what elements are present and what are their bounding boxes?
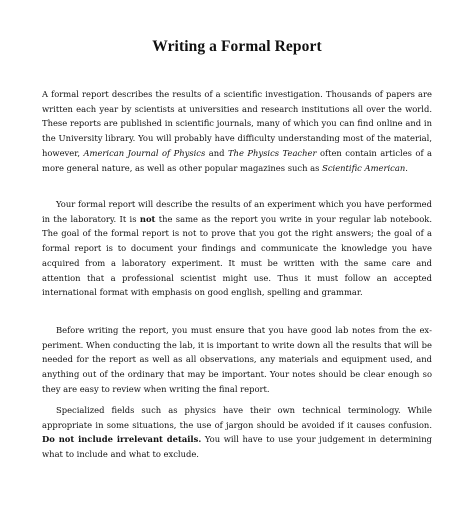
journal-name: The Physics Teacher bbox=[227, 147, 317, 158]
paragraph-text: and bbox=[205, 147, 228, 158]
paragraph-text: . bbox=[405, 162, 408, 173]
paragraph-terminology bbox=[42, 403, 432, 462]
paragraph-text: the same as the report you write in your regular lab notebook. The goal of the formal report is not to prove that you got the right answers; the goal of a formal report is to document your findings and communicate the knowledge you have acquired from a laboratory experiment. It must be written with the same care and attention that a professional scientist might use. Thus it must follow an accepted international format with emphasis on good english, spelling and grammar. bbox=[42, 213, 432, 298]
paragraph-text: Specialized fields such as physics have their own technical terminology. While appropriate in some situations, the use of jargon should be avoided if it causes confusion. bbox=[42, 405, 432, 430]
paragraph-text: Your formal report will describe the results of an experiment which you have performed in the laboratory. It is bbox=[42, 199, 432, 224]
journal-name: Scientific American bbox=[322, 162, 406, 173]
paragraph-text: often contain articles of a more general nature, as well as other popular magazines such as bbox=[42, 147, 433, 173]
paragraph-text: Before writing the report, you must ensure that you have good lab notes from the experiment. When conducting the lab, it is important to write down all the results that will be needed for the report as well as all observations, any materials and equipment used, and anything out of the ordinary that may be important. Your notes should be clear enough so they are easy to review when writing the final report. bbox=[42, 325, 432, 394]
page-title: Writing a Formal Report bbox=[152, 38, 322, 55]
journal-name: American Journal of Physics bbox=[83, 147, 206, 158]
paragraph-intro bbox=[42, 87, 432, 175]
emphasis-text: Do not include irrelevant details. bbox=[42, 434, 202, 445]
paragraph-text: You will have to use your judgement in determining what to include and what to exclude. bbox=[42, 434, 432, 460]
paragraph-lab-notes bbox=[42, 323, 432, 397]
paragraph-formal-report bbox=[42, 197, 432, 300]
emphasis-text: not bbox=[139, 213, 156, 224]
paragraph-text: A formal report describes the results of a scientific investigation. Thousands of papers are written each year by scientists at universities and research institutions all over the world. These reports are published in scientific journals, many of which you can find online and in the University library. You will probably have difficulty understanding most of the material, however, bbox=[42, 89, 432, 158]
